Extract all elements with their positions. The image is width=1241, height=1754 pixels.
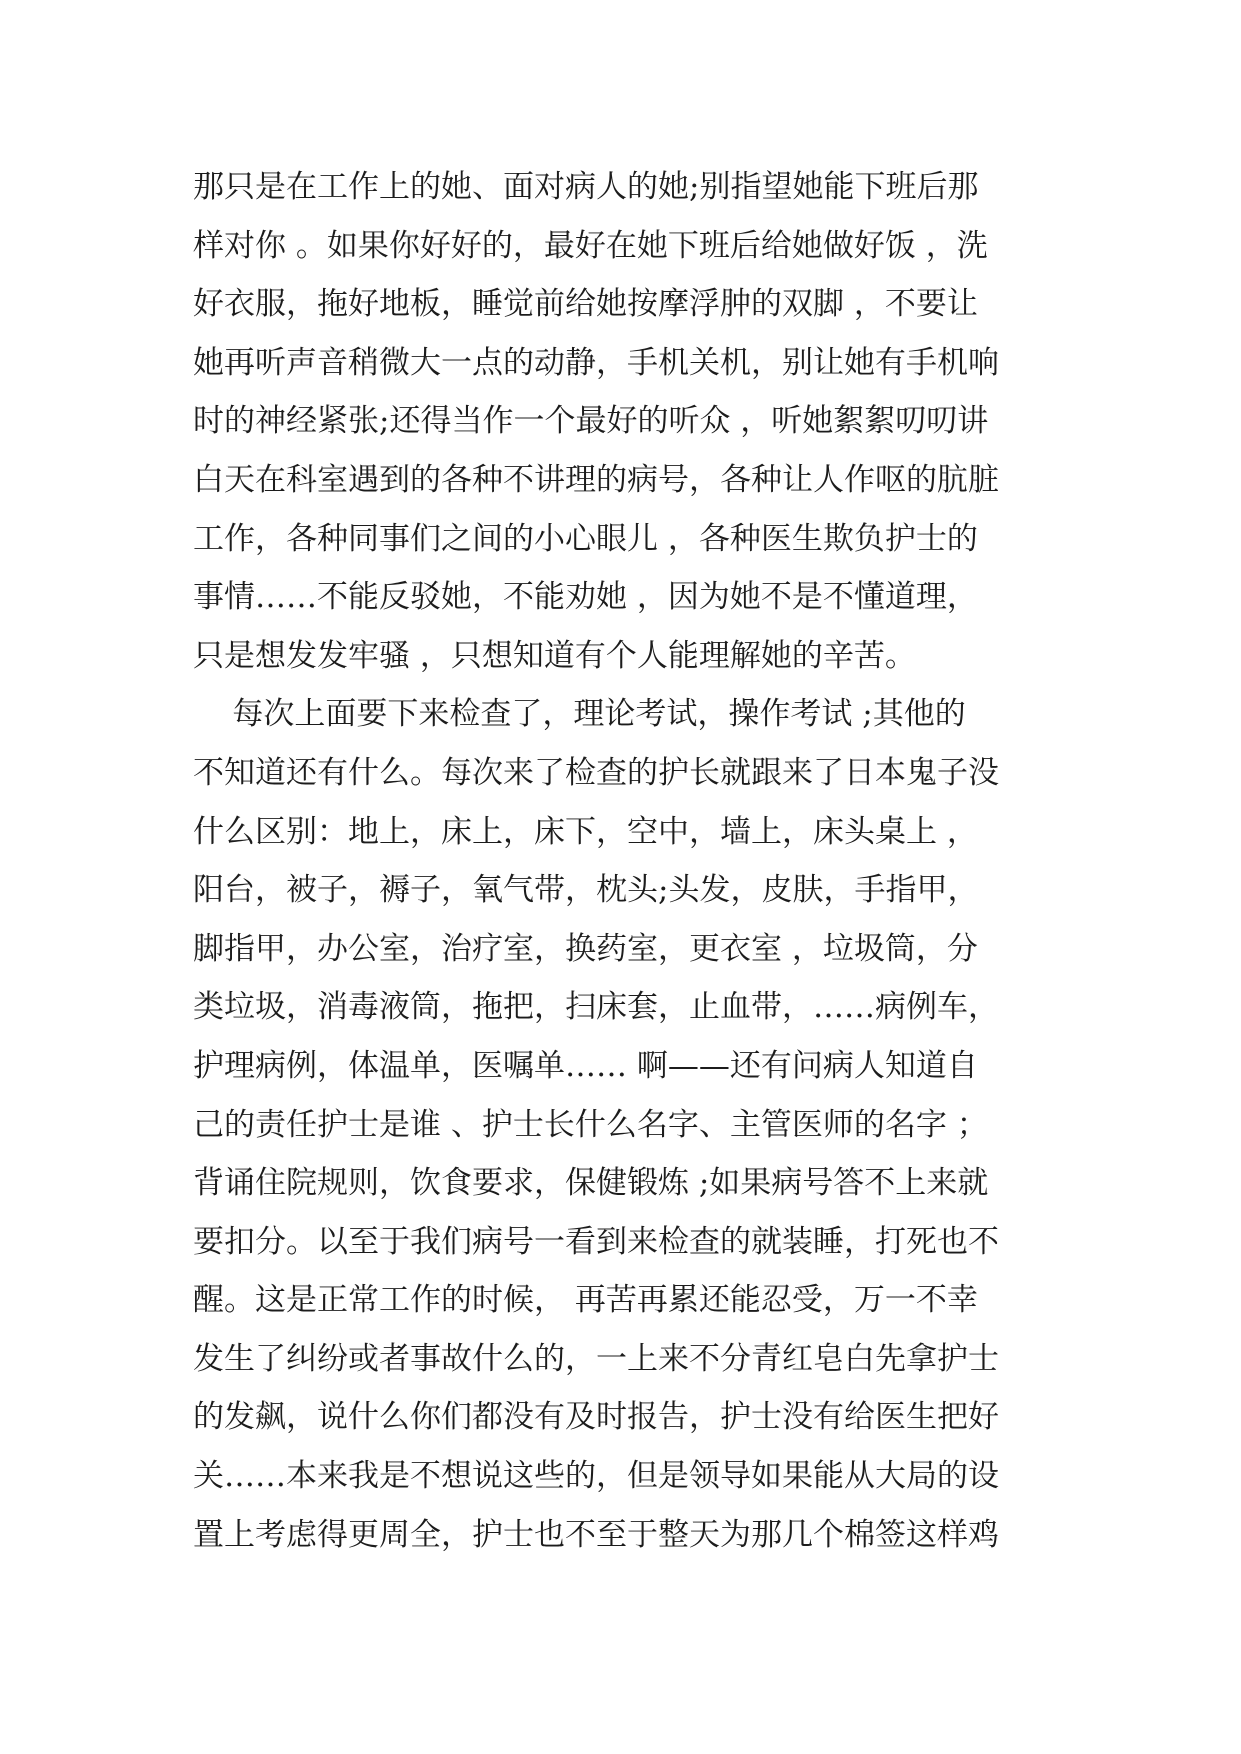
text-line: 时的神经紧张;还得当作一个最好的听众 ，听她絮絮叨叨讲 — [193, 403, 989, 440]
text-line: 什么区别：地上，床上，床下，空中，墙上，床头桌上 ， — [193, 813, 978, 850]
text-line: 白天在科室遇到的各种不讲理的病号，各种让人作呕的肮脏 — [193, 461, 999, 498]
text-line: 背诵住院规则，饮食要求，保健锻炼 ;如果病号答不上来就 — [193, 1165, 989, 1202]
text-line: 的发飙，说什么你们都没有及时报告，护士没有给医生把好 — [193, 1399, 999, 1436]
text-line: 不知道还有什么。每次来了检查的护长就跟来了日本鬼子没 — [193, 754, 999, 791]
text-line: 那只是在工作上的她、面对病人的她;别指望她能下班后那 — [193, 169, 979, 205]
text-line: 己的责任护士是谁 、护士长什么名字、主管医师的名字 ； — [193, 1106, 988, 1143]
text-line: 样对你 。如果你好好的，最好在她下班后给她做好饭 ，洗 — [193, 227, 988, 264]
text-line: 要扣分。以至于我们病号一看到来检查的就装睡，打死也不 — [193, 1223, 999, 1260]
text-line: 只是想发发牢骚 ，只想知道有个人能理解她的辛苦。 — [193, 637, 916, 674]
text-line: 置上考虑得更周全，护士也不至于整天为那几个棉签这样鸡 — [193, 1516, 999, 1553]
text-line: 事情……不能反驳她，不能劝她 ，因为她不是不懂道理， — [193, 579, 978, 616]
text-line: 类垃圾，消毒液筒，拖把，扫床套，止血带，……病例车， — [193, 989, 999, 1026]
text-line: 好衣服，拖好地板，睡觉前给她按摩浮肿的双脚 ，不要让 — [193, 286, 978, 323]
text-line: 关……本来我是不想说这些的，但是领导如果能从大局的设 — [193, 1458, 999, 1495]
text-line: 发生了纠纷或者事故什么的，一上来不分青红皂白先拿护士 — [193, 1340, 999, 1377]
text-line: 阳台，被子，褥子，氧气带，枕头;头发，皮肤，手指甲， — [193, 872, 979, 909]
text-line: 护理病例，体温单，医嘱单…… 啊——还有问病人知道自 — [193, 1047, 978, 1084]
text-line: 她再听声音稍微大一点的动静，手机关机，别让她有手机响 — [193, 344, 999, 381]
text-line: 脚指甲，办公室，治疗室，换药室，更衣室 ，垃圾筒，分 — [193, 930, 978, 967]
text-line: 工作，各种同事们之间的小心眼儿 ，各种医生欺负护士的 — [193, 520, 978, 557]
paragraph-start-line: 每次上面要下来检查了，理论考试，操作考试 ;其他的 — [193, 696, 966, 733]
text-line: 醒。这是正常工作的时候， 再苦再累还能忍受，万一不幸 — [193, 1282, 978, 1319]
body-text — [193, 158, 1063, 1564]
